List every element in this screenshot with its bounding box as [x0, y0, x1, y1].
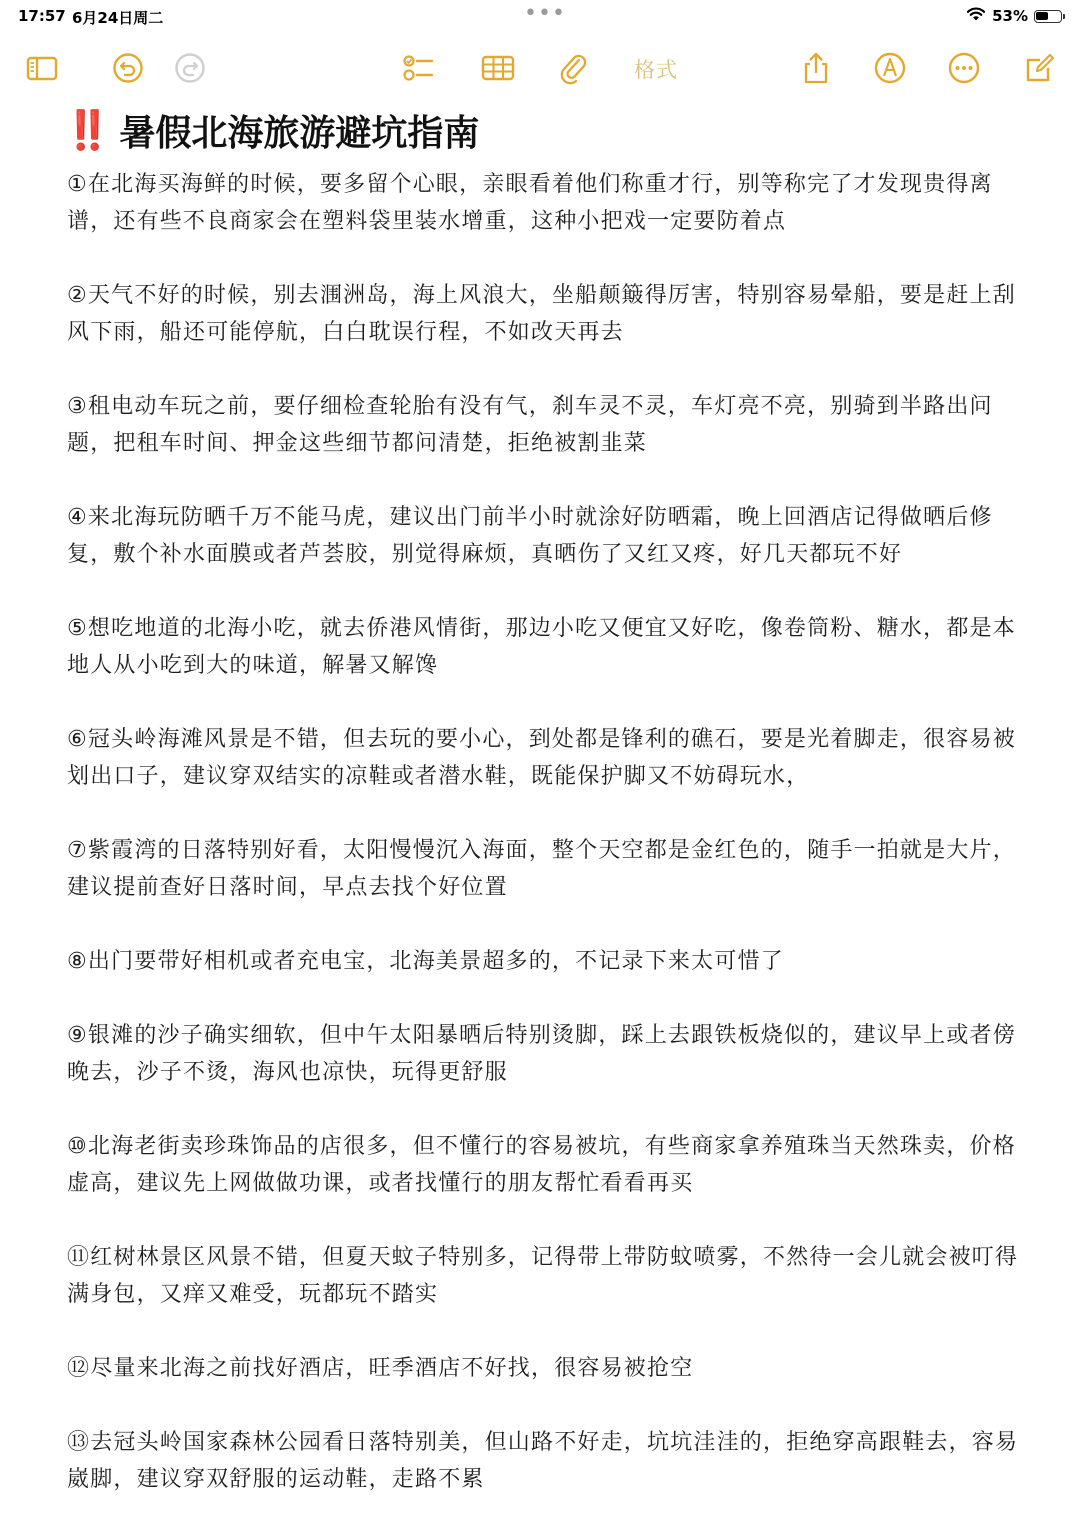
note-item-5: ⑤想吃地道的北海小吃，就去侨港风情街，那边小吃又便宜又好吃，像卷筒粉、糖水，都是本地人从小吃到大的味道，解暑又解馋: [67, 616, 1016, 678]
note-item-6: ⑥冠头岭海滩风景是不错，但去玩的要小心，到处都是锋利的礁石，要是光着脚走，很容易被划出口子，建议穿双结实的凉鞋或者潜水鞋，既能保护脚又不妨碍玩水，: [67, 727, 1016, 789]
compose-icon[interactable]: [1022, 50, 1058, 86]
note-item-9: ⑨银滩的沙子确实细软，但中午太阳暴晒后特别烫脚，踩上去跟铁板烧似的，建议早上或者傍晚去，沙子不烫，海风也凉快，玩得更舒服: [67, 1023, 1016, 1085]
checklist-icon[interactable]: [400, 50, 436, 86]
note-item-3: ③租电动车玩之前，要仔细检查轮胎有没有气，刹车灵不灵，车灯亮不亮，别骑到半路出问题，把租车时间、押金这些细节都问清楚，拒绝被割韭菜: [67, 394, 993, 456]
note-item-10: ⑩北海老街卖珍珠饰品的店很多，但不懂行的容易被坑，有些商家拿养殖珠当天然珠卖，价格虚高，建议先上网做做功课，或者找懂行的朋友帮忙看看再买: [67, 1134, 1016, 1196]
more-icon[interactable]: [946, 50, 982, 86]
share-icon[interactable]: [798, 50, 834, 86]
wifi-icon: [966, 6, 986, 26]
format-button[interactable]: 格式: [634, 58, 678, 82]
note-body[interactable]: [67, 166, 1027, 1530]
paperclip-icon[interactable]: [556, 50, 592, 86]
multitasking-dots-icon[interactable]: •••: [524, 1, 566, 26]
battery-percent: 53%: [992, 7, 1028, 25]
note-item-4: ④来北海玩防晒千万不能马虎，建议出门前半小时就涂好防晒霜，晚上回酒店记得做晒后修复，敷个补水面膜或者芦荟胶，别觉得麻烦，真晒伤了又红又疼，好几天都玩不好: [67, 505, 993, 567]
undo-icon[interactable]: [110, 50, 146, 86]
table-icon[interactable]: [480, 50, 516, 86]
note-item-1: ①在北海买海鲜的时候，要多留个心眼，亲眼看着他们称重才行，别等称完了才发现贵得离谱，还有些不良商家会在塑料袋里装水增重，这种小把戏一定要防着点: [67, 172, 993, 234]
status-time: 17:57: [18, 7, 66, 25]
pen-circle-icon[interactable]: [872, 50, 908, 86]
toolbar: [0, 40, 1080, 92]
note-item-11: ⑪红树林景区风景不错，但夏天蚊子特别多，记得带上带防蚊喷雾，不然待一会儿就会被叮得满身包，又痒又难受，玩都玩不踏实: [67, 1245, 1019, 1307]
sidebar-icon[interactable]: [24, 50, 60, 86]
battery-level: [1036, 12, 1048, 20]
note-title[interactable]: [64, 104, 479, 156]
status-bar: [0, 0, 1080, 34]
note-title-text: 暑假北海旅游避坑指南: [119, 112, 480, 154]
note-item-12: ⑫尽量来北海之前找好酒店，旺季酒店不好找，很容易被抢空: [67, 1356, 694, 1381]
note-item-7: ⑦紫霞湾的日落特别好看，太阳慢慢沉入海面，整个天空都是金红色的，随手一拍就是大片，建议提前查好日落时间，早点去找个好位置: [67, 838, 1016, 900]
note-item-2: ②天气不好的时候，别去涠洲岛，海上风浪大，坐船颠簸得厉害，特别容易晕船，要是赶上刮风下雨，船还可能停航，白白耽误行程，不如改天再去: [67, 283, 1016, 345]
note-item-13: ⑬去冠头岭国家森林公园看日落特别美，但山路不好走，坑坑洼洼的，拒绝穿高跟鞋去，容易崴脚，建议穿双舒服的运动鞋，走路不累: [67, 1430, 1019, 1492]
redo-icon[interactable]: [172, 50, 208, 86]
double-exclamation-icon: ‼️: [64, 107, 108, 152]
status-date: 6月24日周二: [72, 9, 164, 27]
battery-icon: [1034, 10, 1062, 23]
note-item-8: ⑧出门要带好相机或者充电宝，北海美景超多的，不记录下来太可惜了: [67, 949, 784, 974]
status-indicators: [966, 6, 1062, 26]
